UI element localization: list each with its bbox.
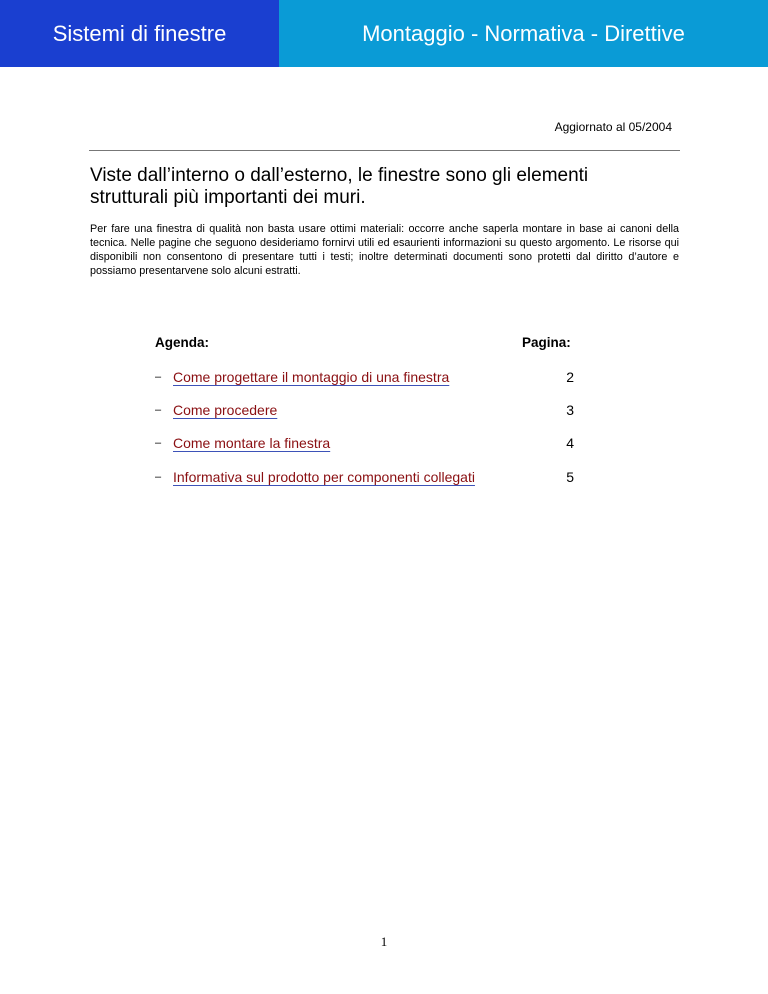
page-column-heading: Pagina: bbox=[522, 335, 571, 350]
document-header bbox=[0, 0, 768, 67]
intro-paragraph: Per fare una finestra di qualità non basta usare ottimi materiali: occorre anche saperla montare in base ai canoni della tecnica. Nelle pagine che seguono desideriamo fornirvi utili ed esaurienti informazioni su questo argomento. Le risorse qui disponibili non consentono di presentare tutti i testi; inoltre determinati documenti sono protetti dal diritto d’autore e possiamo presentarvene solo alcuni estratti. bbox=[90, 223, 679, 277]
agenda-link[interactable]: Informativa sul prodotto per componenti collegati bbox=[173, 469, 475, 485]
agenda-heading: Agenda: bbox=[155, 335, 209, 350]
divider bbox=[89, 150, 680, 151]
header-topic-title: Montaggio - Normativa - Direttive bbox=[279, 0, 768, 67]
agenda-page-number: 4 bbox=[566, 435, 574, 451]
agenda-item bbox=[155, 467, 580, 487]
headline: Viste dall’interno o dall’esterno, le finestre sono gli elementi strutturali più importanti dei muri. bbox=[90, 165, 589, 208]
dash-bullet: – bbox=[155, 371, 162, 383]
dash-bullet: – bbox=[155, 471, 162, 483]
agenda-link[interactable]: Come procedere bbox=[173, 402, 278, 418]
agenda-item bbox=[155, 400, 580, 420]
agenda-page-number: 5 bbox=[566, 469, 574, 485]
dash-bullet: – bbox=[155, 404, 162, 416]
header-section-title: Sistemi di finestre bbox=[0, 0, 279, 67]
agenda-page-number: 3 bbox=[566, 402, 574, 418]
agenda-page-number: 2 bbox=[566, 369, 574, 385]
agenda-link[interactable]: Come progettare il montaggio di una finestra bbox=[173, 369, 450, 385]
agenda-item bbox=[155, 433, 580, 453]
agenda-item bbox=[155, 367, 580, 387]
page-number: 1 bbox=[380, 934, 388, 949]
updated-date: Aggiornato al 05/2004 bbox=[554, 120, 672, 134]
dash-bullet: – bbox=[155, 437, 162, 449]
agenda-link[interactable]: Come montare la finestra bbox=[173, 435, 331, 451]
